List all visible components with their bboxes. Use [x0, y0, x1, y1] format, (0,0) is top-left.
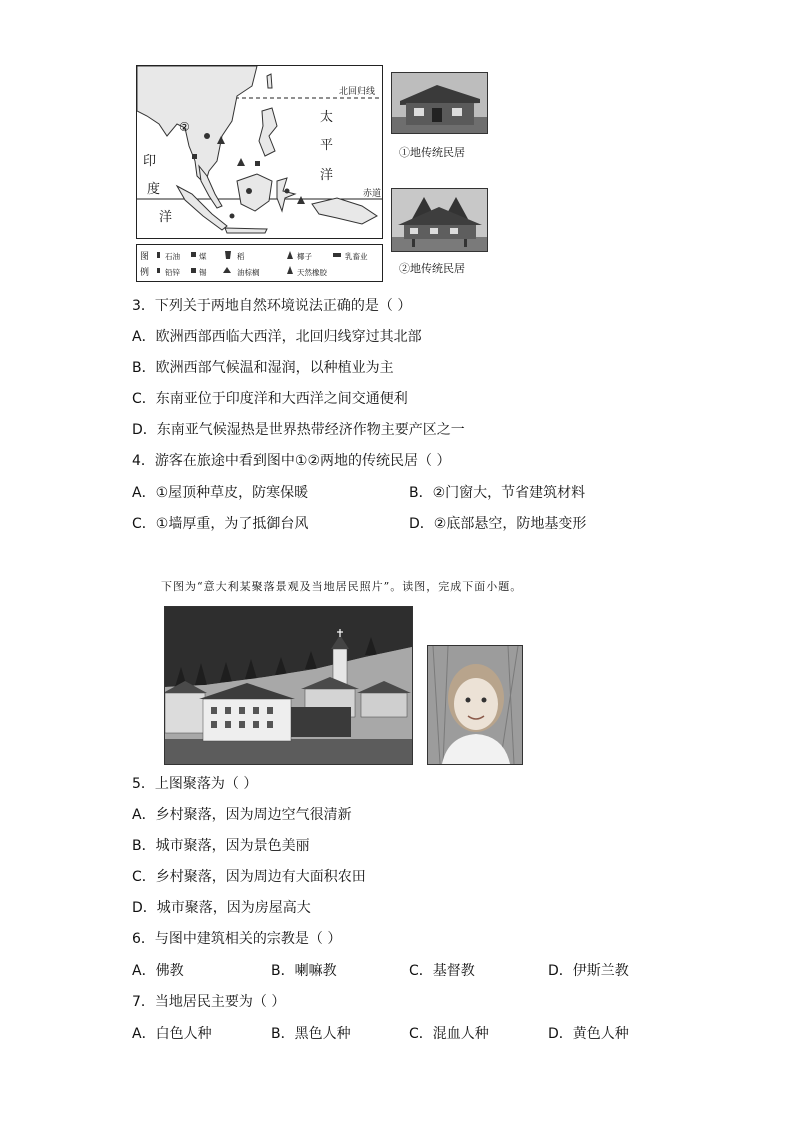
legend-rubber: 天然橡胶 [297, 268, 327, 277]
q6-option-d[interactable]: D．伊斯兰教 [548, 963, 629, 979]
java-shape [225, 228, 267, 233]
q7-option-a[interactable]: A．白色人种 [132, 1026, 212, 1042]
local-resident-photo [427, 645, 523, 765]
q6-option-b[interactable]: B．喇嘛教 [271, 963, 337, 979]
q5-stem: 5．上图聚落为（ ） [132, 776, 258, 792]
legend-coconut: 椰子 [297, 252, 312, 261]
peninsula-shape [199, 166, 222, 208]
southeast-asia-map [136, 65, 383, 239]
equator-label: 赤道 [363, 189, 382, 199]
q5-option-c[interactable]: C．乡村聚落，因为周边有大面积农田 [132, 869, 366, 885]
q3-stem: 3．下列关于两地自然环境说法正确的是（ ） [132, 298, 412, 314]
legend-title-1: 图 [140, 252, 150, 262]
indian-label-3: 洋 [159, 210, 173, 225]
q6-option-a[interactable]: A．佛教 [132, 963, 184, 979]
italian-settlement-photo [164, 606, 413, 765]
legend-dairy: 乳畜业 [345, 252, 368, 261]
new-guinea-shape [312, 198, 377, 224]
indian-label-1: 印 [143, 154, 157, 169]
q5-option-a[interactable]: A．乡村聚落，因为周边空气很清新 [132, 807, 352, 823]
q4-option-a[interactable]: A．①屋顶种草皮，防寒保暖 [132, 485, 309, 501]
pacific-label-1: 太 [320, 110, 334, 125]
legend-symbols [137, 245, 382, 281]
q4-option-d[interactable]: D．②底部悬空，防地基变形 [409, 516, 587, 532]
q4-option-c[interactable]: C．①墙厚重，为了抵御台风 [132, 516, 309, 532]
legend-tin: 锡 [199, 268, 207, 277]
q5-option-b[interactable]: B．城市聚落，因为景色美丽 [132, 838, 310, 854]
house1-photo [391, 72, 488, 134]
marker-2: ② [179, 120, 190, 134]
sumatra-shape [177, 186, 227, 230]
q7-stem: 7．当地居民主要为（ ） [132, 994, 286, 1010]
legend-title-2: 例 [140, 268, 150, 278]
q7-option-b[interactable]: B．黑色人种 [271, 1026, 351, 1042]
q3-option-a[interactable]: A．欧洲西部西临大西洋，北回归线穿过其北部 [132, 329, 422, 345]
q6-stem: 6．与图中建筑相关的宗教是（ ） [132, 931, 342, 947]
tropic-label: 北回归线 [339, 87, 376, 97]
section-intro: 下图为“意大利某聚落景观及当地居民照片”。读图，完成下面小题。 [161, 580, 523, 593]
legend-oil-palm: 油棕榈 [237, 268, 260, 277]
legend-rice: 稻 [237, 252, 245, 261]
legend-coal: 煤 [199, 252, 207, 261]
q7-option-c[interactable]: C．混血人种 [409, 1026, 489, 1042]
q3-option-d[interactable]: D．东南亚气候湿热是世界热带经济作物主要产区之一 [132, 422, 465, 438]
taiwan-shape [267, 74, 272, 88]
pacific-label-2: 平 [320, 138, 334, 153]
house1-caption: ①地传统民居 [399, 146, 465, 159]
sulawesi-shape [277, 178, 295, 211]
philippines-shape [259, 108, 277, 156]
q6-option-c[interactable]: C．基督教 [409, 963, 475, 979]
house2-photo [391, 188, 488, 252]
legend-oil: 石油 [165, 252, 180, 261]
map-legend [136, 244, 383, 282]
q4-stem: 4．游客在旅途中看到图中①②两地的传统民居（ ） [132, 453, 451, 469]
indian-label-2: 度 [147, 182, 161, 197]
q7-option-d[interactable]: D．黄色人种 [548, 1026, 629, 1042]
q3-option-c[interactable]: C．东南亚位于印度洋和大西洋之间交通便利 [132, 391, 408, 407]
borneo-shape [237, 174, 272, 211]
pacific-label-3: 洋 [320, 168, 334, 183]
legend-lead-zinc: 铅锌 [165, 268, 180, 277]
q5-option-d[interactable]: D．城市聚落，因为房屋高大 [132, 900, 311, 916]
house2-caption: ②地传统民居 [399, 262, 465, 275]
q3-option-b[interactable]: B．欧洲西部气候温和湿润，以种植业为主 [132, 360, 394, 376]
q4-option-b[interactable]: B．②门窗大，节省建筑材料 [409, 485, 586, 501]
